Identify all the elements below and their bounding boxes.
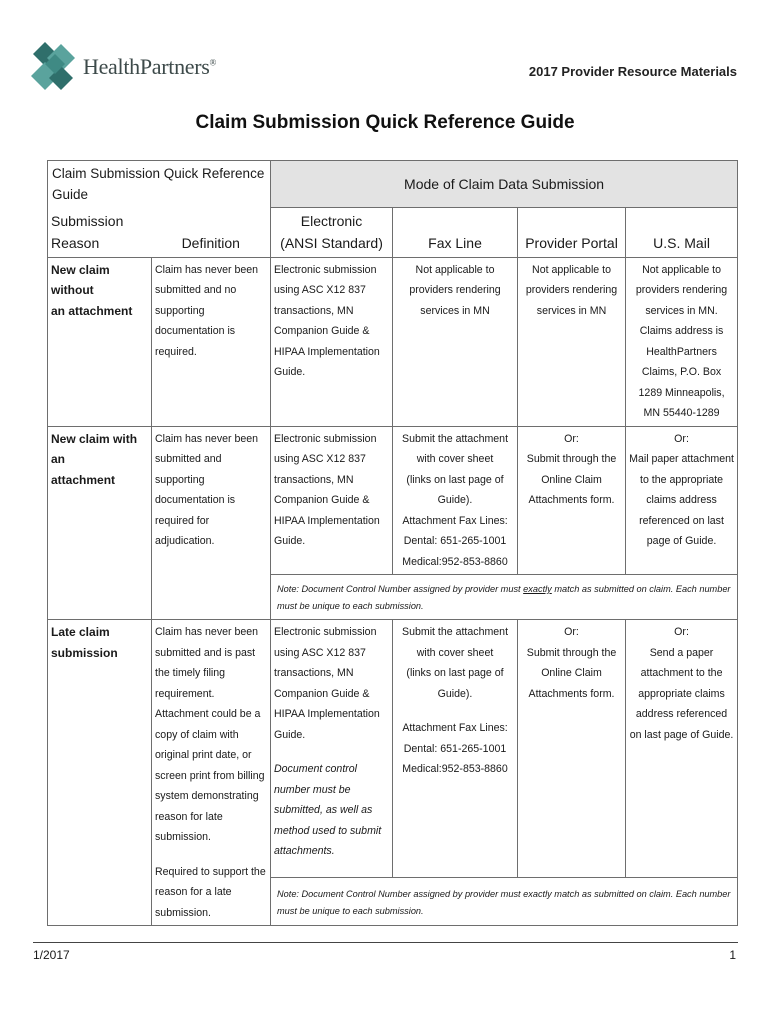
electronic-text: Electronic submission using ASC X12 837 transactions, MN Companion Guide & HIPAA Implementation Guide. [274,626,380,741]
reason-line: attachment [51,472,116,487]
resource-label: 2017 Provider Resource Materials [528,64,737,79]
definition-cell [152,620,271,926]
portal-cell: Not applicable to providers rendering services in MN [518,257,626,426]
reason-line: New claim with an [51,431,138,466]
reason-line: an attachment [51,303,133,318]
mail-cell [626,620,738,878]
mail-cell [626,257,738,426]
table-header-row-1 [48,161,738,208]
col-us-mail: U.S. Mail [626,207,738,257]
reason-cell [48,426,152,620]
mail-address: Claims address is HealthPartners Claims, P.O. Box 1289 Minneapolis, MN 55440-1289 [638,325,725,419]
portal-text: Submit through the Online Claim Attachments form. [526,646,617,700]
note-emphasis: exactly [523,584,552,594]
reason-line: submission [51,645,118,660]
col-provider-portal: Provider Portal [518,207,626,257]
corner-title: Claim Submission Quick Reference Guide [48,161,271,208]
electronic-cell [271,620,393,878]
fax-cell: Not applicable to providers rendering services in MN [393,257,518,426]
diamond-logo-icon [31,40,81,98]
portal-text: Submit through the Online Claim Attachments form. [526,453,617,506]
electronic-cell: Electronic submission using ASC X12 837 transactions, MN Companion Guide & HIPAA Implementation Guide. [271,257,393,426]
footer-divider [33,942,738,943]
definition-cell: Claim has never been submitted and no supporting documentation is required. [152,257,271,426]
mail-text: Mail paper attachment to the appropriate claims address referenced on last page of Guide. [629,453,734,547]
reason-line: New claim without [51,262,110,297]
brand-name: HealthPartners® [83,54,217,79]
mail-text: Send a paper attachment to the appropriate claims address referenced on last page of Guide. [629,646,734,741]
col-electronic [271,207,393,257]
healthpartners-logo [31,40,231,98]
fax-text: Submit the attachment with cover sheet [402,626,509,659]
note-cell [271,575,738,620]
col-definition: Definition [152,207,271,257]
fax-text: Submit the attachment with cover sheet [402,432,509,465]
table-row [48,426,738,575]
col-electronic-line1: Electronic [300,212,363,229]
fax-dental-number: Dental: 651-265-1001 [403,742,507,755]
col-submission-reason: Submission Reason [48,207,152,257]
fax-cell [393,426,518,575]
reason-line: Late claim [51,625,110,639]
mail-cell [626,426,738,575]
page-number: 1 [729,948,736,962]
mode-header: Mode of Claim Data Submission [271,161,738,208]
definition-text: Claim has never been submitted and is past the timely filing requirement. Attachment could be a copy of claim with original print date, or screen print from billing system demonstrating reason for late submission. [155,626,265,843]
fax-text: Attachment Fax Lines: [402,722,508,734]
reason-cell [48,257,152,426]
table-row [48,257,738,426]
note-cell: Note: Document Control Number assigned by provider must exactly match as submitted on claim. Each number must be unique to each submission. [271,878,738,926]
note-text: match as submitted on claim. Each number must be unique to each submission. [277,584,731,611]
fax-text: (links on last page of Guide). [406,667,504,700]
definition-cell: Claim has never been submitted and supporting documentation is required for adjudication. [152,426,271,620]
note-text: Note: Document Control Number assigned by provider must [277,584,524,594]
portal-cell [518,620,626,878]
reference-table [47,160,738,926]
fax-text: Attachment Fax Lines: [402,514,508,527]
fax-medical-number: Medical:952-853-8860 [402,763,508,775]
portal-text: Or: [564,626,579,638]
fax-text: (links on last page of Guide). [406,473,504,506]
fax-medical-number: Medical:952-853-8860 [402,555,508,568]
electronic-cell: Electronic submission using ASC X12 837 transactions, MN Companion Guide & HIPAA Implementation Guide. [271,426,393,575]
table-header-row-2 [48,207,738,257]
fax-cell [393,620,518,878]
page-title: Claim Submission Quick Reference Guide [195,112,575,133]
definition-text: Required to support the reason for a late submission. [155,865,266,919]
portal-text: Or: [564,432,579,445]
electronic-note: Document control number must be submitted, as well as method used to submit attachments. [274,763,382,857]
mail-text: Or: [674,626,689,638]
mail-text: Not applicable to providers rendering services in MN. [635,263,728,317]
reason-cell [48,620,152,926]
table-row [48,620,738,878]
fax-dental-number: Dental: 651-265-1001 [403,535,507,547]
footer-date: 1/2017 [33,948,70,962]
col-electronic-line2: (ANSI Standard) [280,234,383,251]
mail-text: Or: [674,432,689,445]
col-fax-line: Fax Line [393,207,518,257]
portal-cell [518,426,626,575]
